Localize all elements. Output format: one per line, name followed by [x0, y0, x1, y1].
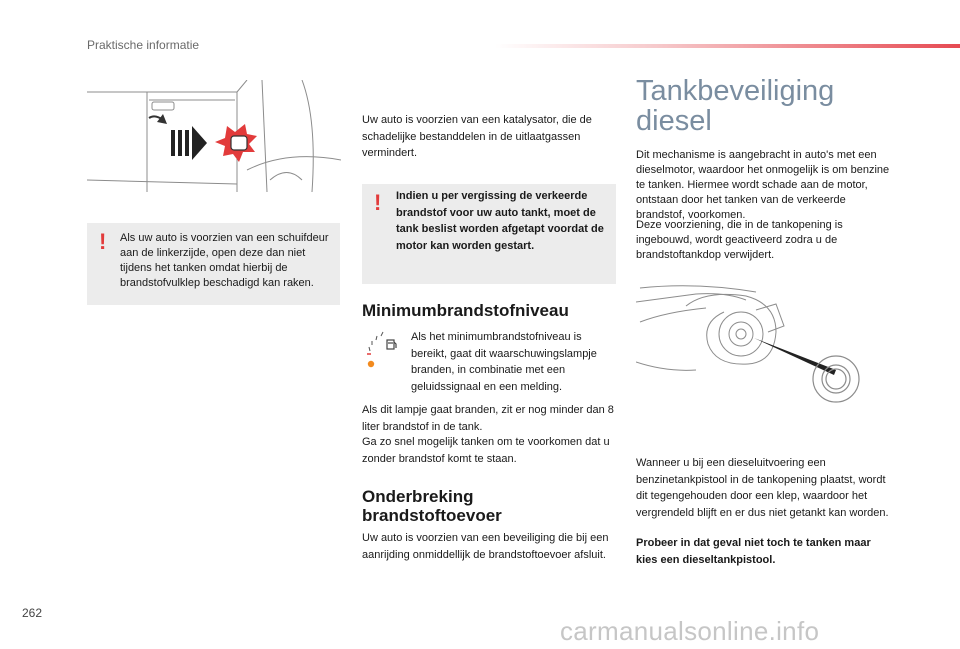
header-accent-bar: [495, 44, 960, 48]
fuel-cutoff-title-line-1: Onderbreking: [362, 487, 474, 506]
double-arrow-icon: [171, 126, 207, 160]
diesel-protection-title-line-1: Tankbeveiliging: [636, 75, 835, 107]
page-number: 262: [22, 606, 43, 620]
sliding-door-drawing: [87, 80, 341, 192]
fuel-flap-warning-icon: [215, 124, 257, 162]
watermark: carmanualsonline.info: [560, 616, 820, 646]
diesel-protection-advice: Probeer in dat geval niet toch te tanken maar kies een dieseltankpistool.: [636, 537, 871, 566]
section-header: Praktische informatie: [87, 38, 200, 52]
min-fuel-title: Minimumbrandstofniveau: [362, 301, 569, 320]
diesel-protection-title-line-2: diesel: [636, 105, 712, 137]
min-fuel-lamp-text: Als het minimumbrandstofniveau is bereikt, gaat dit waarschuwingslampje branden, in combinatie met een geluidssignaal en een melding.: [411, 331, 597, 393]
diesel-protection-body-1: Dit mechanisme is aangebracht in auto's met een dieselmotor, waardoor het onmogelijk is om benzine te tanken. Hiermee wordt schade aan de motor, ontstaan door het tanken van de verkeerde brandstof, voorkomen.: [636, 149, 890, 221]
sliding-door-warning-box: [87, 223, 340, 305]
door-arrow-icon: [149, 114, 167, 124]
wrong-fuel-warning-box: [362, 184, 616, 284]
sliding-door-illustration: [87, 80, 341, 192]
fuel-cutoff-body: Uw auto is voorzien van een beveiliging die bij een aanrijding onmiddellijk de brandstoftoevoer afsluit.: [362, 532, 609, 561]
warning-icon: !: [99, 229, 107, 254]
fuel-cutoff-title-line-2: brandstoftoevoer: [362, 506, 502, 525]
wrong-fuel-warning-text: Indien u per vergissing de verkeerde brandstof voor uw auto tankt, moet de tank beslist worden afgetapt voordat de motor kan worden gestart.: [396, 190, 604, 252]
low-fuel-gauge-icon: [363, 330, 399, 372]
min-fuel-body-2: Ga zo snel mogelijk tanken om te voorkomen dat u zonder brandstof komt te staan.: [362, 436, 610, 465]
diesel-filler-drawing: [636, 282, 890, 442]
diesel-protection-body-3: Wanneer u bij een dieseluitvoering een benzinetankpistool in de tankopening plaatst, wordt dit tegengehouden door een klep, waardoor het vergrendeld blijft en er dus niet getankt kan worden.: [636, 457, 889, 519]
diesel-protection-body-2: Deze voorziening, die in de tankopening is ingebouwd, wordt geactiveerd zodra u de brandstoftankdop verwijdert.: [636, 219, 843, 261]
catalyst-intro-text: Uw auto is voorzien van een katalysator, die de schadelijke bestanddelen in de uitlaatgassen vermindert.: [362, 114, 592, 159]
warning-icon: !: [374, 190, 382, 215]
sliding-door-warning-text: Als uw auto is voorzien van een schuifdeur aan de linkerzijde, open deze dan niet tijdens het tanken omdat hierbij de brandstofvulklep beschadigd kan raken.: [120, 232, 329, 289]
min-fuel-body-1: Als dit lampje gaat branden, zit er nog minder dan 8 liter brandstof in de tank.: [362, 404, 614, 433]
diesel-filler-illustration: [636, 282, 890, 442]
